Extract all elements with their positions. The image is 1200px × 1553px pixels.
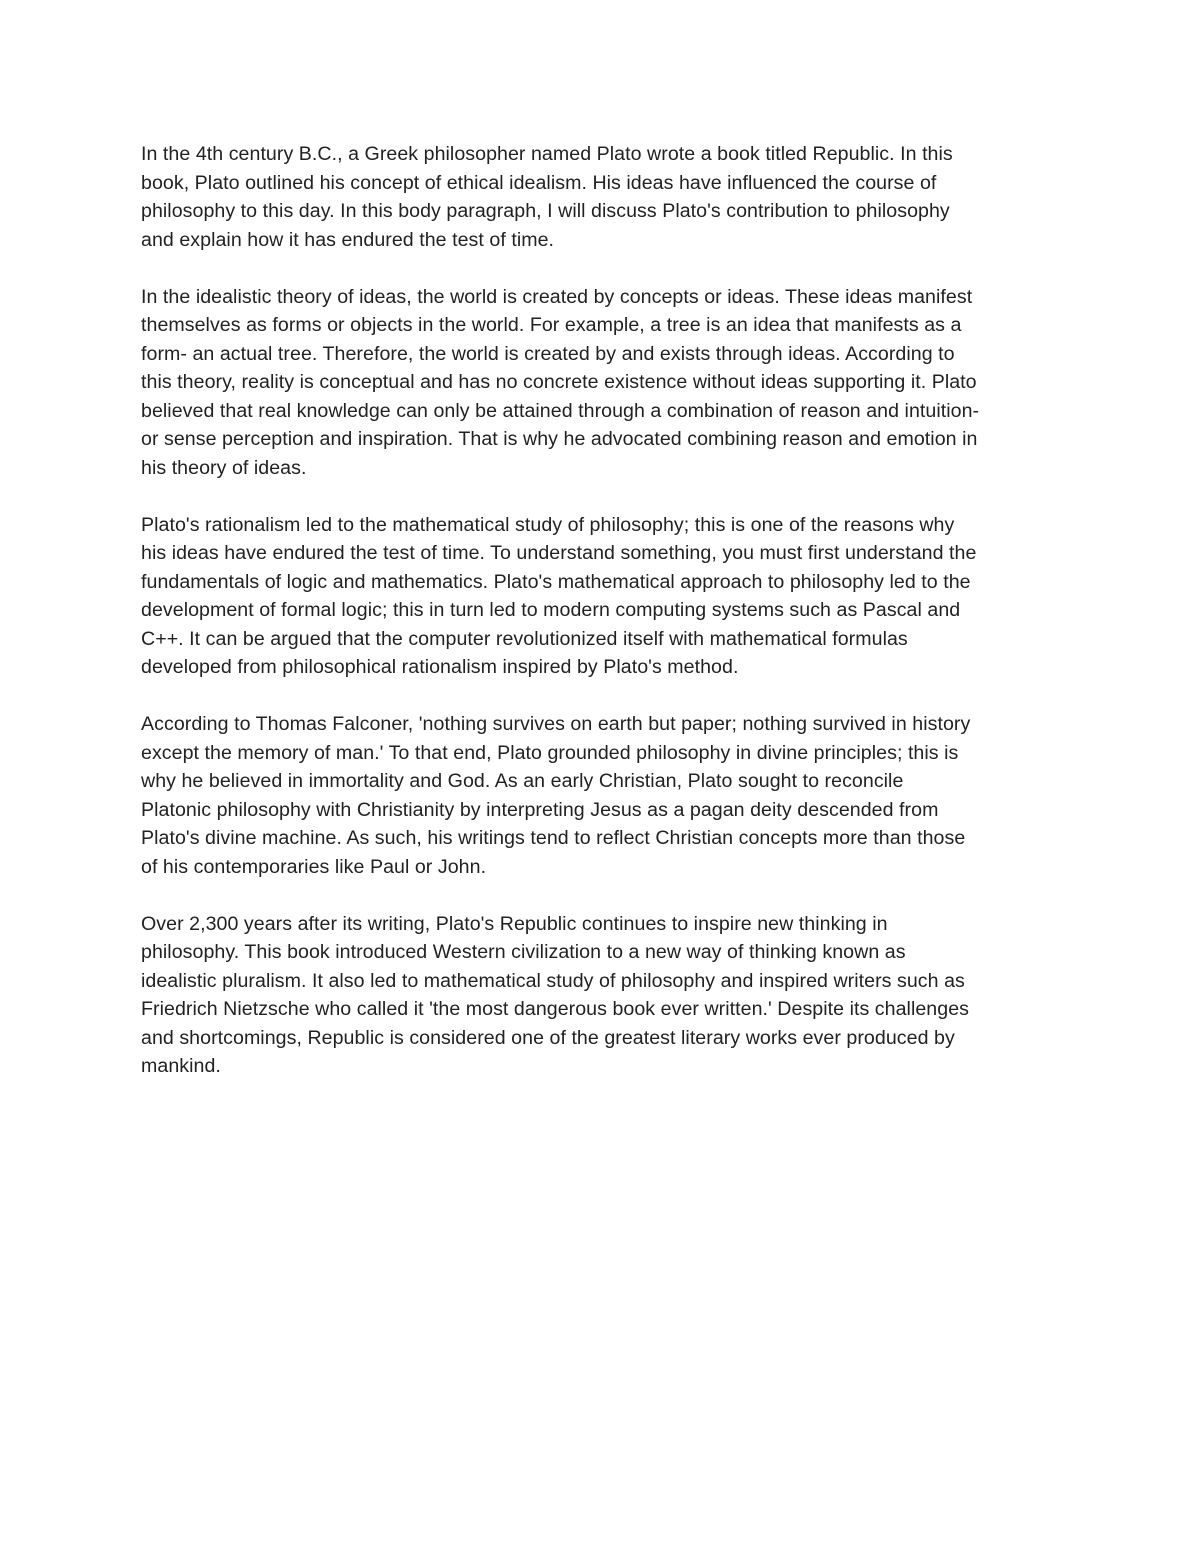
paragraph-spacer	[141, 682, 1066, 711]
text-line: and explain how it has endured the test of time.	[141, 228, 555, 251]
text-line: this theory, reality is conceptual and has no concrete existence without ideas supporting it. Plato	[141, 371, 977, 393]
text-line: Over 2,300 years after its writing, Plato's Republic continues to inspire new thinking in	[141, 912, 888, 935]
text-line: In the idealistic theory of ideas, the world is created by concepts or ideas. These ideas manifest	[141, 285, 973, 308]
text-line: philosophy to this day. In this body paragraph, I will discuss Plato's contribution to philosophy	[141, 200, 950, 222]
text-line: mankind.	[141, 1055, 221, 1077]
text-line: form- an actual tree. Therefore, the world is created by and exists through ideas. According to	[141, 342, 955, 365]
paragraph-spacer	[141, 881, 1066, 910]
text-line: except the memory of man.' To that end, Plato grounded philosophy in divine principles; this is	[141, 741, 959, 764]
text-line: his ideas have endured the test of time. To understand something, you must first understand the	[141, 542, 977, 564]
text-line: Platonic philosophy with Christianity by interpreting Jesus as a pagan deity descended from	[141, 798, 939, 821]
text-line: C++. It can be argued that the computer revolutionized itself with mathematical formulas	[141, 627, 908, 650]
text-line: idealistic pluralism. It also led to mathematical study of philosophy and inspired writers such as	[141, 969, 965, 992]
text-line: Friedrich Nietzsche who called it 'the most dangerous book ever written.' Despite its challenges	[141, 998, 969, 1020]
paragraph-3	[141, 511, 1066, 682]
text-line: themselves as forms or objects in the world. For example, a tree is an idea that manifests as a	[141, 314, 962, 336]
paragraph-5	[141, 910, 1066, 1081]
text-line: development of formal logic; this in turn led to modern computing systems such as Pascal and	[141, 599, 961, 621]
text-line: fundamentals of logic and mathematics. Plato's mathematical approach to philosophy led to the	[141, 570, 971, 593]
text-line: believed that real knowledge can only be attained through a combination of reason and intuition-	[141, 399, 980, 422]
text-line: book, Plato outlined his concept of ethical idealism. His ideas have influenced the course of	[141, 171, 937, 194]
text-line: Plato's rationalism led to the mathematical study of philosophy; this is one of the reasons why	[141, 513, 955, 536]
text-line: of his contemporaries like Paul or John.	[141, 855, 487, 878]
text-line: his theory of ideas.	[141, 456, 307, 479]
text-line: philosophy. This book introduced Western civilization to a new way of thinking known as	[141, 941, 906, 963]
document-body	[141, 140, 1066, 1081]
text-line: According to Thomas Falconer, 'nothing survives on earth but paper; nothing survived in history	[141, 713, 971, 735]
text-line: why he believed in immortality and God. As an early Christian, Plato sought to reconcile	[141, 770, 904, 792]
paragraph-spacer	[141, 482, 1066, 511]
paragraph-4	[141, 710, 1066, 881]
text-line: or sense perception and inspiration. That is why he advocated combining reason and emotion in	[141, 428, 978, 450]
text-line: and shortcomings, Republic is considered one of the greatest literary works ever produced by	[141, 1026, 955, 1049]
text-line: developed from philosophical rationalism inspired by Plato's method.	[141, 656, 739, 678]
paragraph-spacer	[141, 254, 1066, 283]
text-line: Plato's divine machine. As such, his writings tend to reflect Christian concepts more than those	[141, 827, 966, 849]
text-line: In the 4th century B.C., a Greek philosopher named Plato wrote a book titled Republic. In this	[141, 143, 953, 165]
paragraph-1	[141, 140, 1066, 254]
paragraph-2	[141, 283, 1066, 483]
